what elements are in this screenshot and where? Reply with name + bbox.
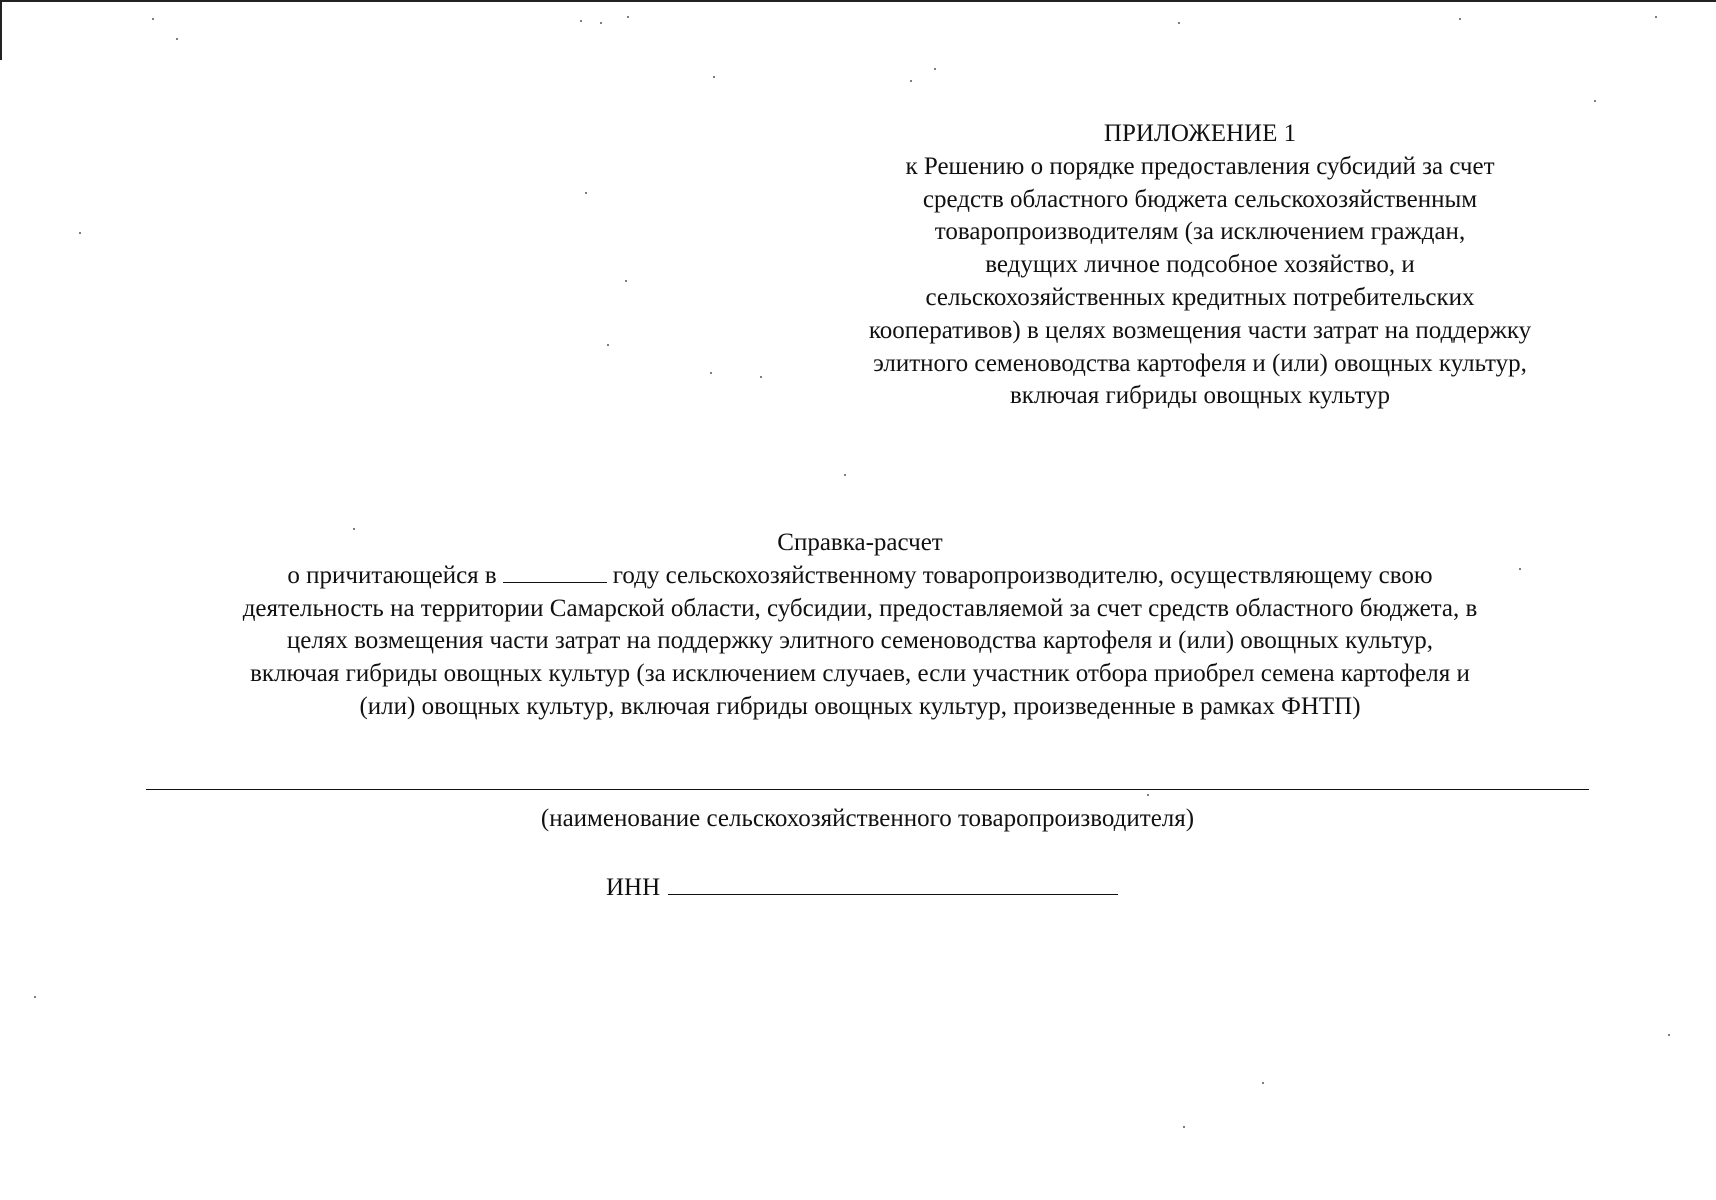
appendix-line: ведущих личное подсобное хозяйство, и (985, 251, 1415, 279)
scan-speck (1147, 794, 1149, 796)
scan-speck (176, 38, 178, 40)
appendix-line: элитного семеноводства картофеля и (или) овощных культур, (873, 349, 1527, 377)
heading-line: включая гибриды овощных культур (за исключением случаев, если участник отбора приобрел семена картофеля и (250, 660, 1470, 688)
heading-line: целях возмещения части затрат на поддержку элитного семеноводства картофеля и (или) овощных культур, (286, 627, 1434, 655)
scan-border-top (0, 0, 1716, 2)
scan-speck (710, 372, 712, 374)
scan-speck (627, 16, 629, 18)
scan-speck (1668, 1034, 1670, 1036)
heading-text-before-year: о причитающейся в (287, 561, 497, 589)
scan-speck (1178, 22, 1180, 24)
appendix-line: товаропроизводителям (за исключением граждан, (934, 218, 1466, 246)
scan-speck (1183, 1126, 1185, 1128)
heading-text-after-year: году сельскохозяйственному товаропроизводителю, осуществляющему свою (612, 561, 1433, 589)
scan-speck (713, 76, 715, 78)
scan-speck (934, 68, 936, 70)
inn-row (606, 870, 1118, 904)
document-heading (140, 527, 1580, 724)
scan-speck (1655, 16, 1657, 18)
document-title: Справка-расчет (777, 529, 943, 556)
appendix-title: ПРИЛОЖЕНИЕ 1 (1103, 120, 1297, 147)
scan-speck (34, 996, 36, 998)
inn-field[interactable] (668, 870, 1118, 895)
scan-speck (1594, 100, 1596, 102)
scan-speck (1459, 18, 1461, 20)
scan-speck (79, 232, 81, 234)
appendix-line: включая гибриды овощных культур (1009, 382, 1391, 410)
producer-name-caption: (наименование сельскохозяйственного товаропроизводителя) (540, 805, 1195, 832)
scan-speck (580, 20, 582, 22)
scan-border-left (0, 0, 2, 60)
appendix-header (805, 118, 1595, 413)
scan-speck (760, 376, 762, 378)
year-blank-field[interactable] (503, 560, 607, 583)
appendix-line: средств областного бюджета сельскохозяйственным (922, 185, 1478, 213)
appendix-line: к Решению о порядке предоставления субсидий за счет (905, 152, 1495, 180)
heading-line: деятельность на территории Самарской области, субсидии, предоставляемой за счет средств областного бюджета, в (242, 594, 1478, 622)
scan-speck (607, 344, 609, 346)
scan-speck (844, 474, 846, 476)
scan-speck (585, 192, 587, 194)
scan-speck (152, 18, 154, 20)
appendix-line: кооперативов) в целях возмещения части затрат на поддержку (868, 316, 1532, 344)
appendix-line: сельскохозяйственных кредитных потребительских (925, 283, 1475, 311)
producer-name-field[interactable] (146, 789, 1589, 790)
heading-line-year (140, 560, 1580, 593)
scan-speck (600, 22, 602, 24)
heading-line: (или) овощных культур, включая гибриды овощных культур, произведенные в рамках ФНТП) (359, 692, 1361, 720)
scan-speck (625, 280, 627, 282)
scan-speck (1262, 1082, 1264, 1084)
inn-label: ИНН (606, 874, 661, 901)
scan-speck (910, 80, 912, 82)
